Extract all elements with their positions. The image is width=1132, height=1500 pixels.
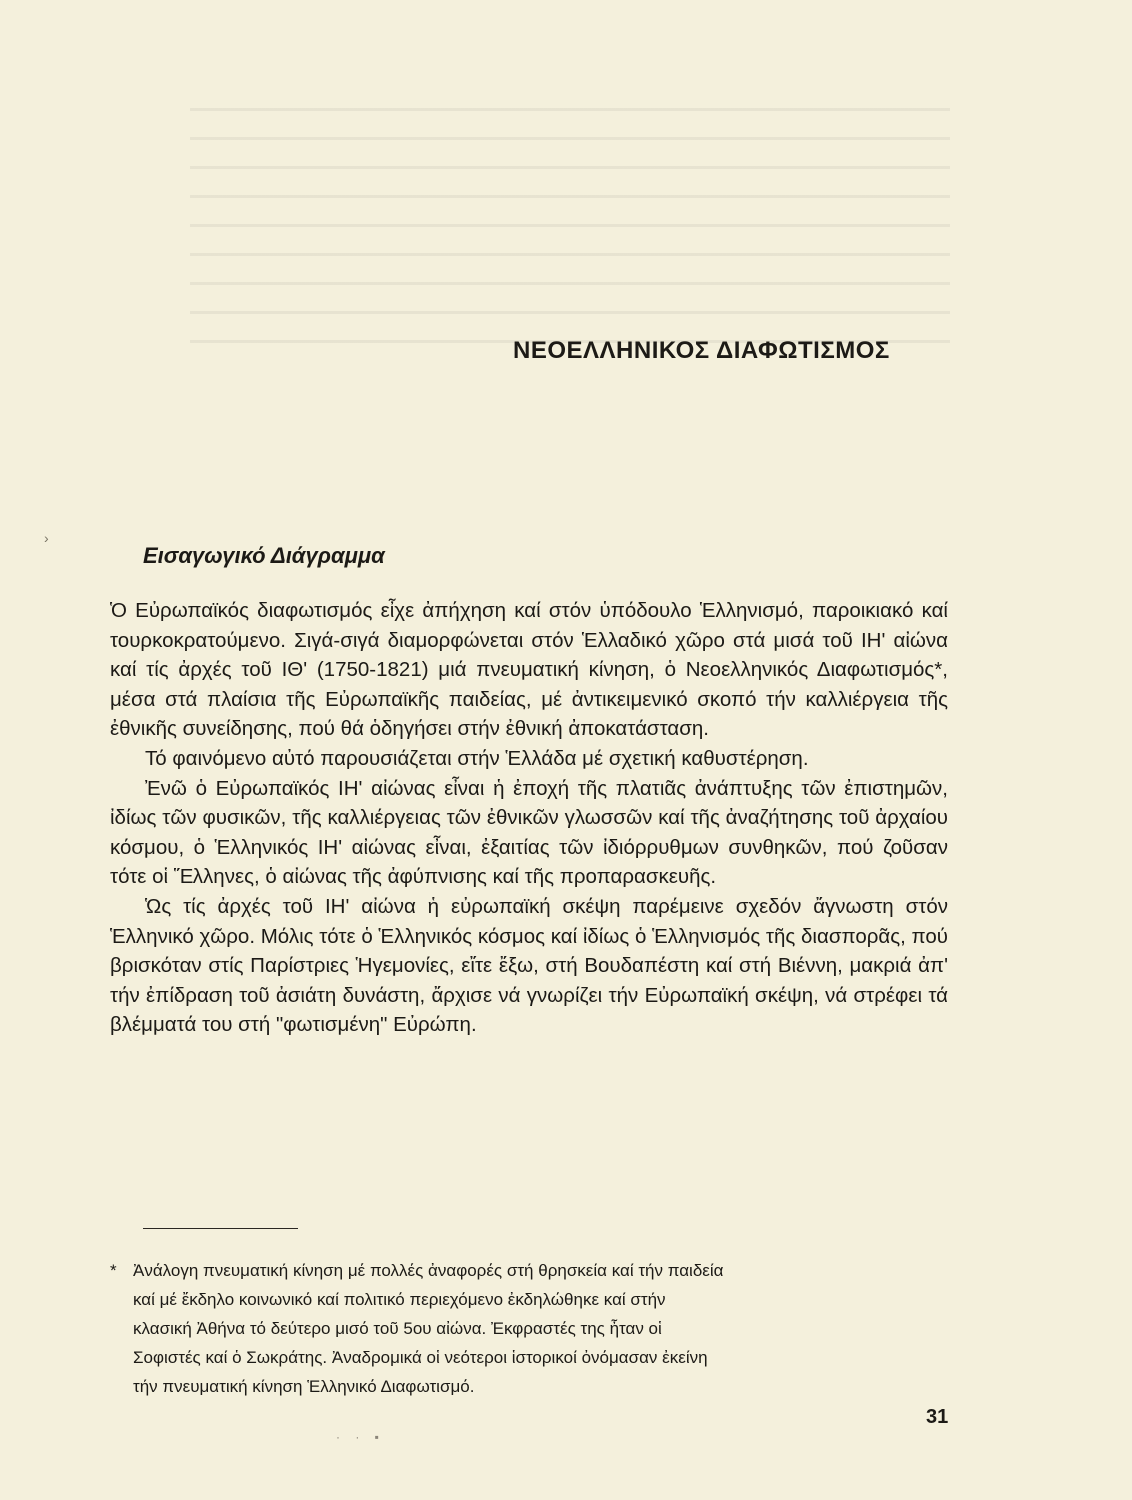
footnote — [110, 1256, 950, 1401]
paragraph-3: Ἐνῶ ὁ Εὐρωπαϊκός ΙΗ' αἰώνας εἶναι ἡ ἐποχή τῆς πλατιᾶς ἀνάπτυξης τῶν ἐπιστημῶν, ἰδίως τῶν φυσικῶν, τῆς καλλιέργειας τῶν ἐθνικῶν γλωσσῶν καί τῆς ἀναζήτησης τοῦ ἀρχαίου κόσμου, ὁ Ἑλληνικός ΙΗ' αἰώνας εἶναι, ἐξαιτίας τῶν ἰδιόρρυθμων συνθηκῶν, πού ζοῦσαν τότε οἱ Ἕλληνες, ὁ αἰώνας τῆς ἀφύπνισης καί τῆς προπαρασκευῆς. — [110, 776, 948, 889]
paragraph-1: Ὁ Εὐρωπαϊκός διαφωτισμός εἶχε ἀπήχηση καί στόν ὑπόδουλο Ἑλληνισμό, παροικιακό καί τουρκοκρατούμενο. Σιγά-σιγά διαμορφώνεται στόν Ἑλλαδικό χῶρο στά μισά τοῦ ΙΗ' αἰώνα καί τίς ἀρχές τοῦ ΙΘ' (1750-1821) μιά πνευματική κίνηση, ὁ Νεοελληνικός Διαφωτισμός*, μέσα στά πλαίσια τῆς Εὐρωπαϊκῆς παιδείας, μέ ἀντικειμενικό σκοπό τήν καλλιέργεια τῆς ἐθνικῆς συνείδησης, πού θά ὁδηγήσει στήν ἐθνική ἀποκατάσταση. — [110, 599, 948, 741]
bleed-through-text — [190, 90, 950, 350]
footnote-line-5: τήν πνευματική κίνηση Ἑλληνικό Διαφωτισμό. — [133, 1377, 475, 1396]
footnote-marker: * — [110, 1261, 117, 1280]
body-text — [110, 596, 948, 1040]
subtitle: Εισαγωγικό Διάγραμμα — [143, 543, 385, 568]
footnote-line-2: καί μέ ἔκδηλο κοινωνικό καί πολιτικό περιεχόμενο ἐκδηλώθηκε καί στήν — [133, 1290, 666, 1309]
page-number: 31 — [926, 1406, 949, 1428]
footnote-text-1: Ἀνάλογη πνευματική κίνηση μέ πολλές ἀναφορές στή θρησκεία καί τήν παιδεία — [133, 1261, 724, 1280]
paragraph-4: Ὡς τίς ἀρχές τοῦ ΙΗ' αἰώνα ἡ εὐρωπαϊκή σκέψη παρέμεινε σχεδόν ἄγνωστη στόν Ἑλληνικό χῶρο. Μόλις τότε ὁ Ἑλληνικός κόσμος καί ἰδίως ὁ Ἑλληνισμός τῆς διασπορᾶς, πού βρισκόταν στίς Παρίστριες Ἡγεμονίες, εἴτε ἔξω, στή Βουδαπέστη καί στή Βιέννη, μακριά ἀπ' τήν ἐπίδραση τοῦ ἀσιάτη δυνάστη, ἄρχισε νά γνωρίζει τήν Εὐρωπαϊκή σκέψη, νά στρέφει τά βλέμματά του στή "φωτισμένη" Εὐρώπη. — [110, 894, 948, 1037]
footnote-line-4: Σοφιστές καί ὁ Σωκράτης. Ἀναδρομικά οἱ νεότεροι ἱστορικοί ὀνόμασαν ἐκείνη — [133, 1348, 708, 1367]
footnote-line-1 — [110, 1256, 950, 1285]
paragraph-2: Τό φαινόμενο αὐτό παρουσιάζεται στήν Ἑλλάδα μέ σχετική καθυστέρηση. — [145, 746, 809, 770]
print-specks: · · ▪ — [336, 1430, 385, 1444]
section-title: ΝΕΟΕΛΛΗΝΙΚΟΣ ΔΙΑΦΩΤΙΣΜΟΣ — [513, 337, 890, 364]
margin-arrow-icon: › — [44, 530, 49, 546]
footnote-line-3: κλασική Ἀθήνα τό δεύτερο μισό τοῦ 5ου αἰώνα. Ἐκφραστές της ἦταν οἱ — [133, 1319, 662, 1338]
footnote-separator — [143, 1228, 298, 1229]
